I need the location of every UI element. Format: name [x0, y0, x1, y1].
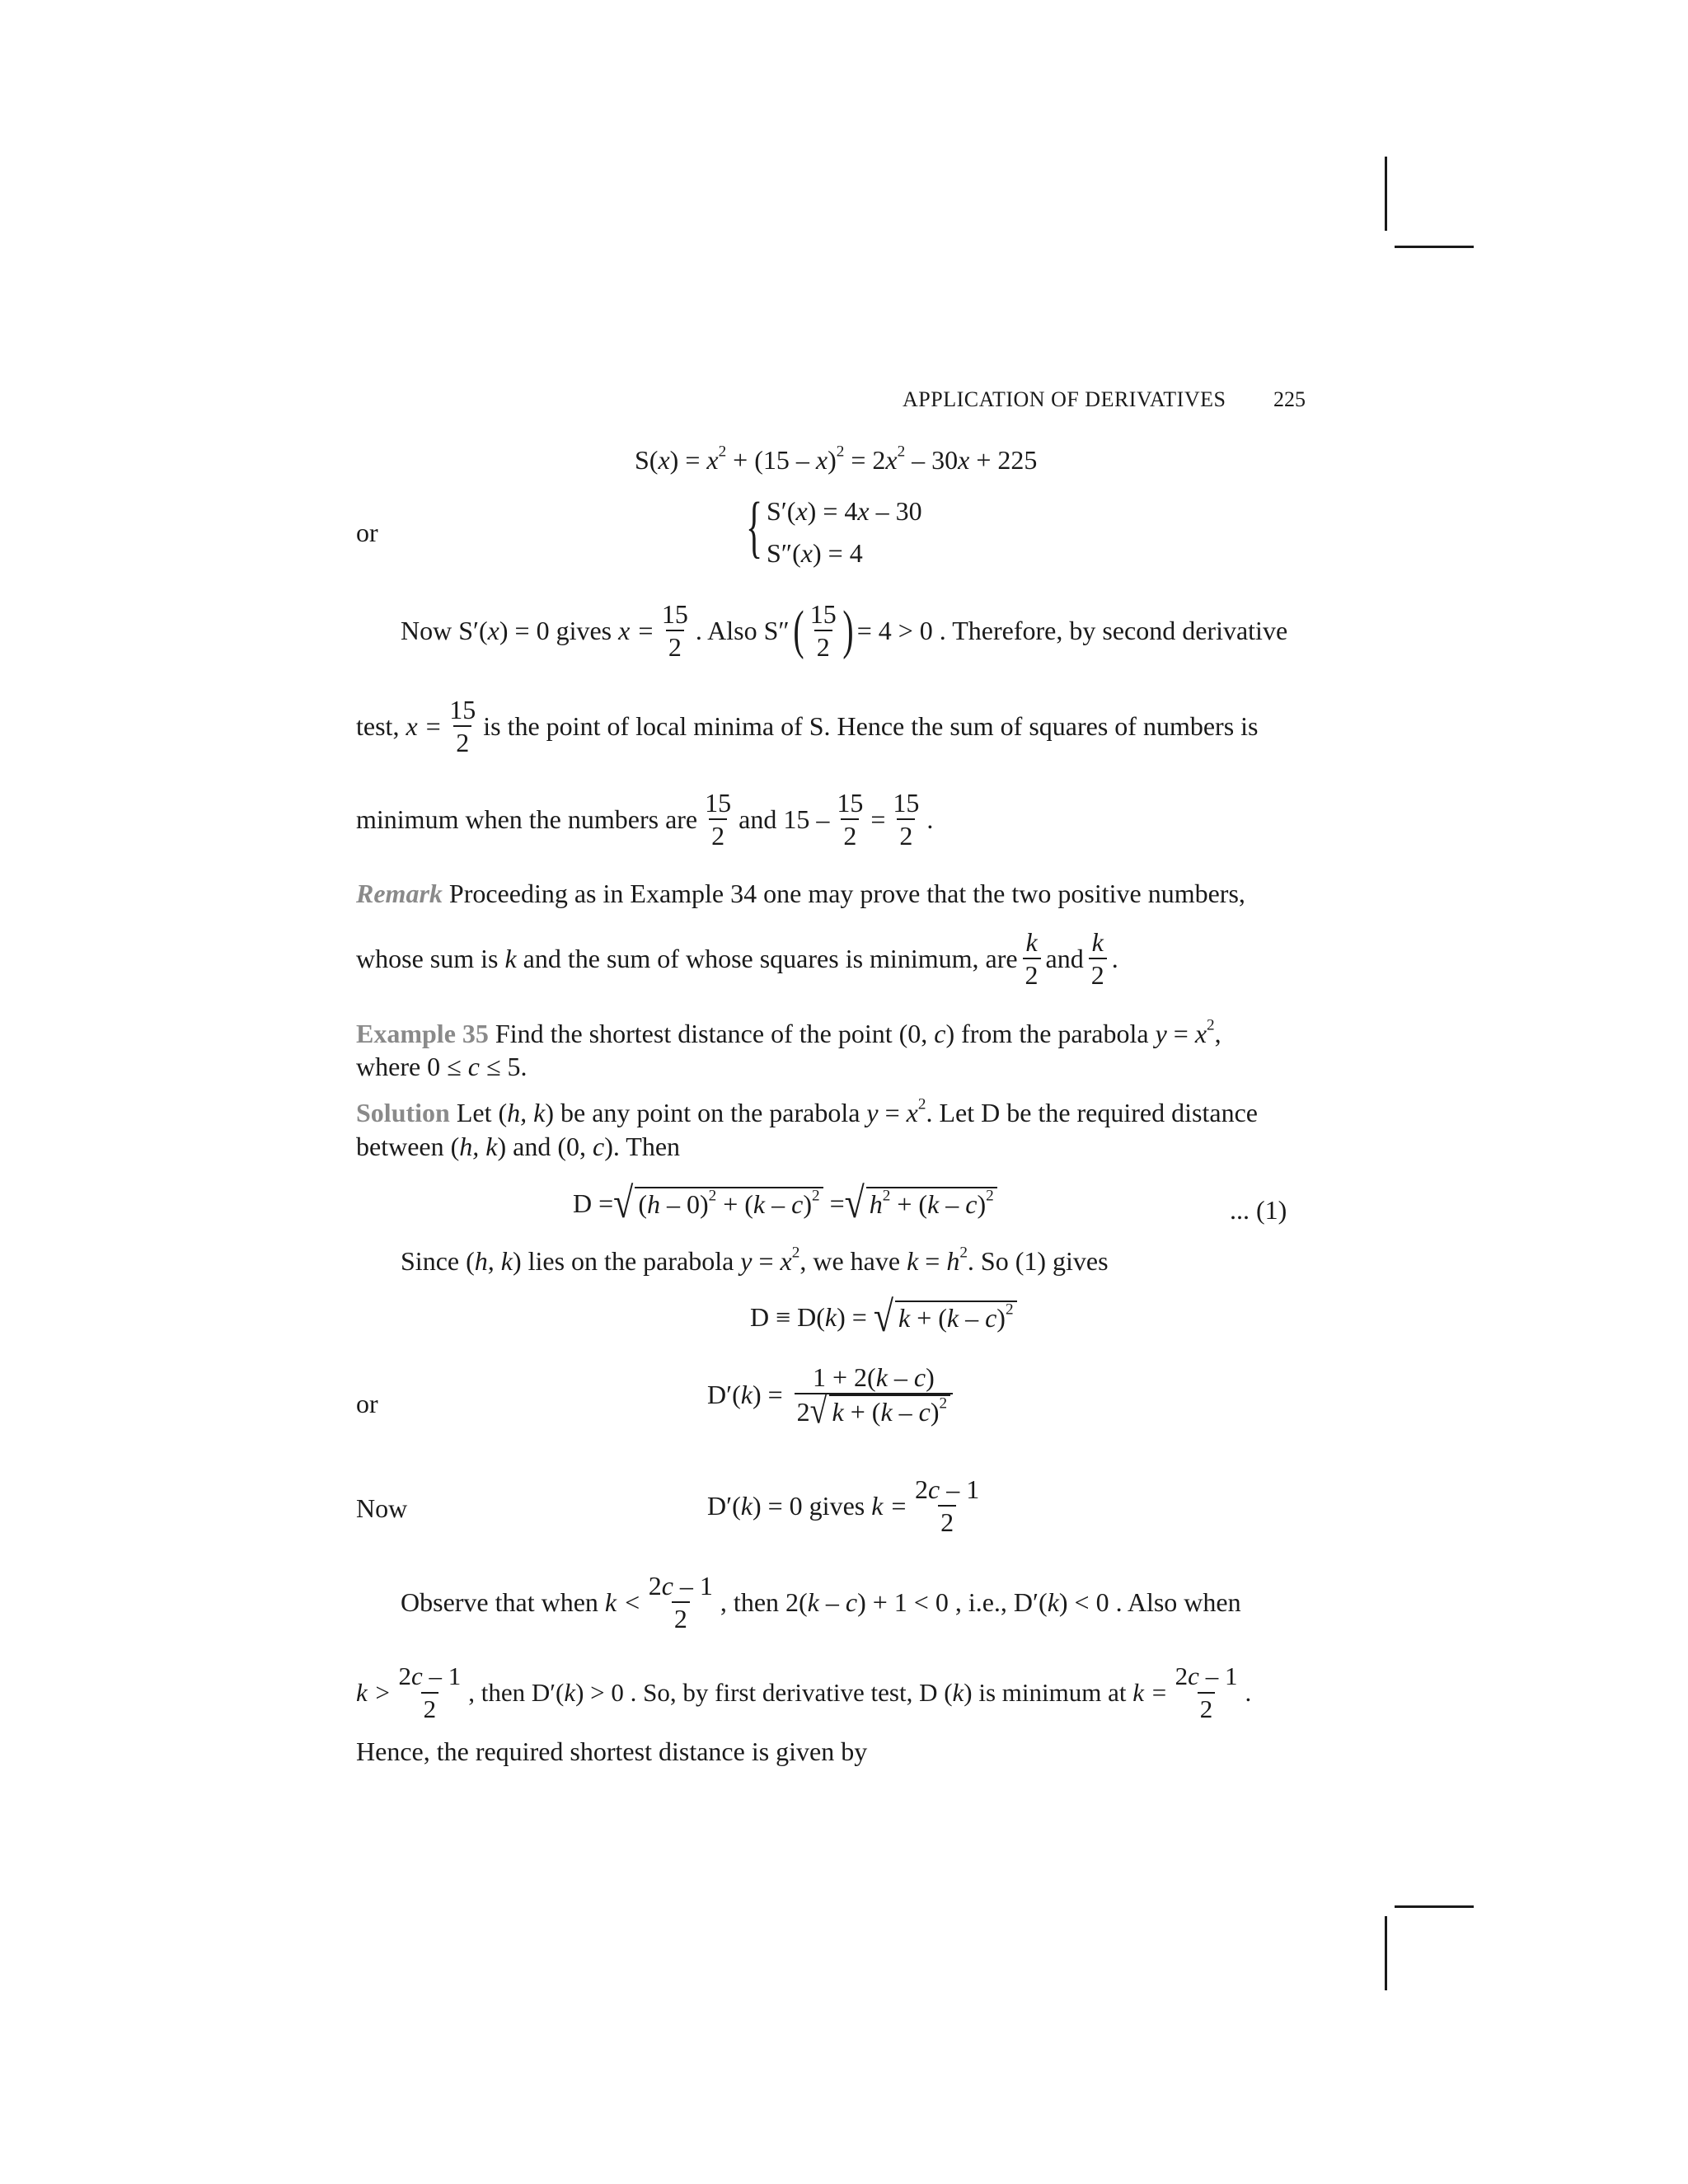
- equals-sign: =: [870, 804, 886, 834]
- k-greater-text: , then D′(k) > 0 . So, by first derivative test, D (k) is minimum at: [468, 1678, 1127, 1707]
- equation-d-prime: [707, 1361, 958, 1432]
- solution-label: Solution: [356, 1098, 450, 1127]
- now-line-text-1: Now S′(x) = 0 gives: [401, 616, 612, 645]
- d-prime-lhs: D′(k) =: [707, 1380, 783, 1409]
- and-text: and: [738, 804, 777, 834]
- d-of-k-lhs: D ≡ D(k) =: [750, 1302, 867, 1332]
- fraction-k-over-2-a: $\frac{k}{2}$: [1023, 926, 1041, 991]
- d-prime-denominator: 2√ k + (k – c)$^2$: [795, 1393, 953, 1427]
- paren-right-icon: ): [842, 600, 854, 660]
- hence-line: Hence, the required shortest distance is given by: [356, 1736, 868, 1766]
- example-label: Example 35: [356, 1019, 489, 1048]
- remark-text-2: whose sum is k and the sum of whose squares is minimum, are: [356, 944, 1018, 973]
- equation-tag-1: ... (1): [1230, 1195, 1287, 1225]
- crop-mark-bottom-horizontal: [1395, 1905, 1474, 1908]
- example-line-2: where 0 ≤ c ≤ 5.: [356, 1052, 528, 1081]
- fraction-2c-1-over-2-c: $\frac{2c - 1}{2}$: [398, 1661, 462, 1723]
- fraction-15-over-2-b: $\frac{15}{2}$: [837, 788, 864, 851]
- now-label: Now: [356, 1493, 408, 1523]
- therefore-text: = 4 > 0 . Therefore, by second derivative: [856, 616, 1288, 645]
- remark-label: Remark: [356, 879, 443, 908]
- remark-text-1: Proceeding as in Example 34 one may prove that the two positive numbers,: [448, 879, 1245, 908]
- k-equals: k =: [871, 1491, 908, 1521]
- fifteen-minus: 15 –: [783, 804, 830, 834]
- k-greater-line: [356, 1661, 1251, 1725]
- also-text: . Also S″: [695, 616, 790, 645]
- fraction-2c-1-over-2: $\frac{2c - 1}{2}$: [915, 1474, 980, 1537]
- or-label-2: or: [356, 1389, 378, 1418]
- equation-d-of-k: [750, 1292, 1017, 1341]
- fraction-15-over-2-a: $\frac{15}{2}$: [705, 788, 732, 851]
- crop-mark-top-vertical: [1385, 157, 1387, 231]
- equals-2: =: [829, 1188, 845, 1218]
- observe-text: Observe that when: [401, 1587, 598, 1617]
- fraction-d-prime: [795, 1361, 953, 1432]
- x-equals: x =: [618, 616, 654, 645]
- test-line: [356, 694, 1259, 758]
- k-greater-than: k >: [356, 1678, 392, 1707]
- fraction-k-over-2-b: $\frac{k}{2}$: [1089, 926, 1107, 991]
- minimum-text: minimum when the numbers are: [356, 804, 698, 834]
- remark-and: and: [1045, 944, 1084, 973]
- period: .: [1245, 1678, 1252, 1707]
- equation-s-double-prime: S″(x) = 4: [767, 538, 863, 568]
- running-header-title: APPLICATION OF DERIVATIVES: [903, 387, 1226, 411]
- remark-line-1: [356, 877, 1245, 910]
- radicand-1: (h – 0)$^2$ + (k – c)$^2$: [635, 1187, 823, 1220]
- fraction-15-over-2-c: $\frac{15}{2}$: [893, 788, 920, 851]
- fraction-2c-1-over-2-d: $\frac{2c - 1}{2}$: [1175, 1661, 1238, 1723]
- fraction-15-over-2-test: $\frac{15}{2}$: [449, 695, 476, 757]
- equation-distance: [573, 1179, 997, 1227]
- minimum-line: minimum when the numbers are $\frac{15}{2}$ and 15 – $\frac{15}{2}$ = $\frac{15}{2}$ .: [356, 788, 934, 851]
- sqrt-icon-1: √: [613, 1179, 634, 1227]
- crop-mark-bottom-vertical: [1385, 1916, 1387, 1990]
- example-line-1: Example 35 Find the shortest distance of the point (0, c) from the parabola $y = x^2$,: [356, 1016, 1221, 1048]
- d-prime-zero-lhs: D′(k) = 0 gives: [707, 1491, 865, 1521]
- paren-left-icon: (: [793, 600, 804, 660]
- x-equals-2: x =: [406, 711, 443, 741]
- fraction-15-over-2: $\frac{15}{2}$: [661, 599, 688, 662]
- observe-line: [401, 1570, 1241, 1634]
- since-line: Since (h, k) lies on the parabola $y = x^2$, we have $k = h^2$. So (1) gives: [401, 1244, 1109, 1276]
- d-equals: D =: [573, 1188, 614, 1218]
- local-minima-text: is the point of local minima of S. Hence the sum of squares of numbers is: [483, 711, 1259, 741]
- equation-s-of-x: $S(x) = x^2 + (15 - x)^2 = 2x^2 - 30x + 225$: [635, 443, 1038, 475]
- k-equals-2: k =: [1132, 1678, 1168, 1707]
- solution-line-2: between (h, k) and (0, c). Then: [356, 1132, 681, 1161]
- sqrt-icon-2: √: [844, 1179, 865, 1227]
- d-prime-numerator: 1 + 2(k – c): [813, 1362, 935, 1392]
- fraction-2c-1-over-2-b: $\frac{2c - 1}{2}$: [648, 1571, 713, 1633]
- k-less-than: k <: [604, 1587, 641, 1617]
- now-line: [401, 598, 1287, 663]
- page-number: 225: [1273, 387, 1306, 411]
- equation-d-prime-zero: [707, 1474, 987, 1538]
- radicand-2: $h^2 + (k - c)^2$: [866, 1187, 997, 1220]
- test-label: test,: [356, 711, 400, 741]
- brace-icon: {: [746, 489, 763, 565]
- radicand-3: k + (k – c)$^2$: [895, 1301, 1017, 1333]
- sqrt-icon-3: √: [873, 1292, 893, 1341]
- solution-line-1: Solution Let (h, k) be any point on the parabola $y = x^2$. Let D be the required distance: [356, 1095, 1258, 1127]
- or-label-1: or: [356, 518, 378, 547]
- fraction-15-over-2-arg: $\frac{15}{2}$: [809, 599, 837, 662]
- crop-mark-top-horizontal: [1395, 246, 1474, 248]
- equation-s-prime: S′(x) = 4x – 30: [767, 496, 922, 526]
- observe-text-2: , then 2(k – c) + 1 < 0 , i.e., D′(k) < 0 . Also when: [720, 1587, 1241, 1617]
- remark-line-2: whose sum is k and the sum of whose squares is minimum, are $\frac{k}{2}$ and $\frac{k}{2}$ .: [356, 927, 1118, 990]
